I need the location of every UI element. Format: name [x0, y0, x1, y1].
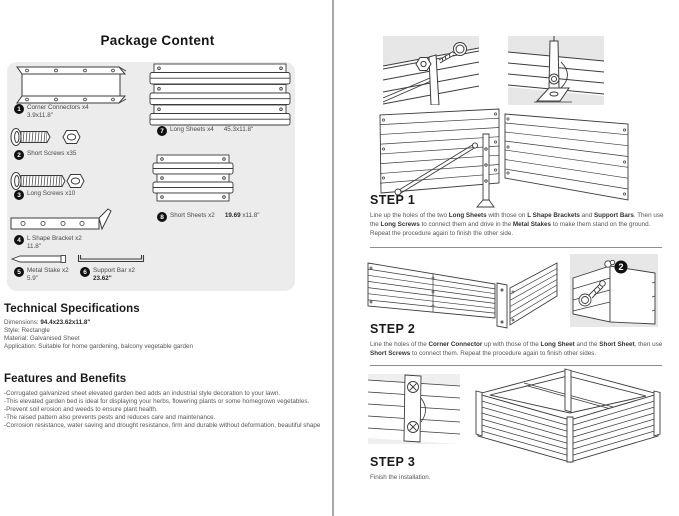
step1-description: Line up the holes of the two Long Sheets with those on L Shape Brackets and Support Bars. Then use the Long Screws to connect them and drive in the Metal Stakes to make them stand on the ground. Repeat the procedure again to finish the other side.	[370, 212, 664, 237]
short-sheets-illustration	[152, 154, 234, 206]
step1-bracket-detail-illustration	[508, 36, 604, 105]
spec-dimensions: Dimensions: 94.4x23.62x11.8"	[4, 319, 91, 326]
feature-line: -Prevent soil erosion and weeds to ensure plant health.	[4, 405, 158, 413]
spec-application: Application: Suitable for home gardening, balcony vegetable garden	[4, 342, 194, 350]
step2-description: Line the holes of the Corner Connector up with those of the Long Sheet and the Short Sheet, then use Short Screws to connect them. Repeat the procedure again to finish other sides.	[370, 341, 663, 357]
long-sheets-illustration	[149, 63, 291, 127]
item-label: Short Screws x35	[27, 150, 77, 157]
package-item-short-screws	[14, 150, 76, 160]
spec-material: Material: Galvanised Sheet	[4, 334, 80, 342]
corner-connector-illustration	[15, 66, 127, 104]
step2-badge: 2	[618, 262, 624, 272]
step2-title: STEP 2	[370, 322, 416, 336]
item-label: Corner Connectors x4 3.9x11.8"	[27, 104, 89, 119]
features-benefits-heading: Features and Benefits	[4, 373, 127, 385]
column-divider	[332, 0, 334, 516]
spec-style: Style: Rectangle	[4, 326, 50, 334]
item-number-badge: 7	[157, 126, 167, 136]
feature-line: -This elevated garden bed is ideal for displaying your herbs, flowering plants or some homegrown vegetables.	[4, 397, 310, 405]
item-label: Support Bar x2 23.62"	[93, 267, 136, 282]
step-separator	[370, 365, 662, 366]
step1-bolt-detail-illustration	[383, 36, 479, 105]
item-number-badge: 8	[157, 212, 167, 222]
feature-line: -Corrosion resistance, water saving and drought resistance, firm and durable without deformation, beautiful shape	[4, 421, 321, 429]
feature-line: -The raised pattern also prevents pests and reduces care and maintenance.	[4, 413, 216, 421]
item-label: L Shape Bracket x2 11.8"	[27, 235, 82, 250]
feature-line: -Corrugated galvanized sheet elevated garden bed adds an industrial style decoration to your lawn.	[4, 390, 281, 397]
technical-specifications-heading: Technical Specifications	[4, 303, 140, 315]
item-number-badge: 2	[14, 150, 24, 160]
metal-stake-illustration	[11, 255, 68, 263]
item-label: Metal Stake x2 5.9"	[27, 267, 69, 282]
step3-connector-detail-illustration	[368, 374, 460, 444]
item-label: Long Screws x10	[27, 190, 76, 197]
step1-assembly-illustration	[377, 107, 633, 215]
short-screw-illustration	[10, 126, 84, 148]
package-item-metal-stake	[14, 267, 69, 283]
step3-finished-bed-illustration	[472, 368, 664, 466]
step3-description: Finish the installation.	[370, 474, 431, 481]
package-item-short-sheets	[157, 212, 260, 222]
package-item-long-sheets	[157, 126, 253, 136]
package-item-support-bar	[80, 267, 135, 283]
step3-title: STEP 3	[370, 455, 416, 469]
l-shape-bracket-illustration	[10, 208, 113, 234]
item-number-badge: 5	[14, 267, 24, 277]
step-separator	[370, 247, 662, 248]
page-title: Package Content	[100, 33, 215, 48]
item-number-badge: 1	[14, 104, 24, 114]
technical-specifications-list	[4, 319, 324, 351]
item-number-badge: 6	[80, 267, 90, 277]
item-number-badge: 3	[14, 190, 24, 200]
item-label: Short Sheets x2 19.69 x11.8"	[170, 212, 260, 219]
long-screw-illustration	[10, 170, 100, 192]
step1-title: STEP 1	[370, 193, 416, 207]
item-label: Long Sheets x4 45.3x11.8"	[170, 126, 254, 133]
item-number-badge: 4	[14, 235, 24, 245]
package-item-l-shape-bracket	[14, 235, 82, 251]
package-item-corner-connectors	[14, 104, 89, 120]
support-bar-illustration	[77, 254, 145, 264]
package-item-long-screws	[14, 190, 75, 200]
step2-corner-detail-illustration	[570, 254, 658, 327]
step2-assembly-illustration	[362, 256, 568, 330]
features-list	[4, 390, 330, 430]
package-content-panel	[7, 62, 295, 291]
